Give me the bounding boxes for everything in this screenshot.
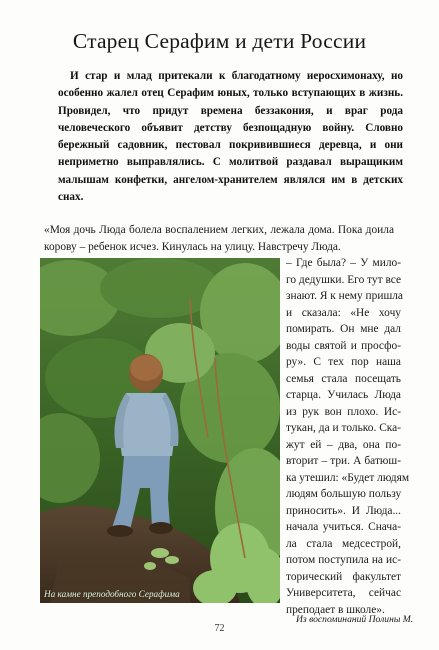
lead-paragraph <box>58 68 403 206</box>
quote-side-column <box>286 255 410 618</box>
text-line: начала учиться. Снача- <box>286 521 401 533</box>
photo-boy-on-path <box>40 258 280 603</box>
source-attribution: Из воспоминаний Полины М. <box>296 614 414 625</box>
quote-line: доила корову – ребенок исчез. Кинулась на улицу. Навстречу Люда. <box>44 224 394 253</box>
text-line: торический факультет <box>286 570 401 583</box>
text-line: жут ей – два, она по- <box>286 438 401 451</box>
photo-caption: На камне преподобного Серафима <box>44 589 180 599</box>
text-line: ла стала медсестрой, <box>286 537 401 550</box>
text-line: старца. Училась Люда <box>286 389 401 401</box>
text-line: воды святой и просфо- <box>286 339 401 352</box>
text-line: ка утешил: «Будет людям <box>286 471 410 484</box>
text-line: ру». С тех пор наша <box>286 356 401 368</box>
text-line: приносить». И Люда... <box>286 504 401 517</box>
quote-opening <box>44 222 394 255</box>
quote-line: «Моя дочь Люда болела воспалением легких, лежала дома. Пока <box>44 224 363 236</box>
text-line: и сказала: «Не хочу <box>286 306 401 319</box>
text-line: семья стала посещать <box>286 372 401 385</box>
text-line: помирать. Он мне дал <box>286 323 401 335</box>
page-title: Старец Серафим и дети России <box>72 29 367 53</box>
text-line: людям большую пользу <box>286 488 402 500</box>
text-line: тукан, да и только. Ска- <box>286 422 401 434</box>
text-line: го дедушки. Его тут все <box>286 273 402 286</box>
text-line: из рук вон плохо. Ис- <box>286 405 401 418</box>
lead-text: И стар и млад притекали к благодатному иеросхимонаху, но особенно жалел отец Серафим юных, только вступающих в жизнь. Провидел, что придут времена беззакония, и враг рода человеческого объявит детству безпощадную войну. Словно бережный садовник, пестовал покривившиеся деревца, и они неприметно выправлялись. С молитвой раздавал выращиким малышам конфетки, ангелом-хранителем являлся им в детских снах. <box>58 70 403 204</box>
text-line: – Где была? – У мило- <box>286 257 401 269</box>
page-number: 72 <box>214 623 225 634</box>
photo-illustration <box>40 258 280 603</box>
text-line: Университета, сейчас <box>286 587 401 599</box>
text-line: вторит – три. А батюш- <box>286 455 401 467</box>
text-line: потом поступила на ис- <box>286 554 401 566</box>
text-line: преподает в школе». <box>286 603 385 616</box>
text-line: знают. Я к нему пришла <box>286 290 403 302</box>
